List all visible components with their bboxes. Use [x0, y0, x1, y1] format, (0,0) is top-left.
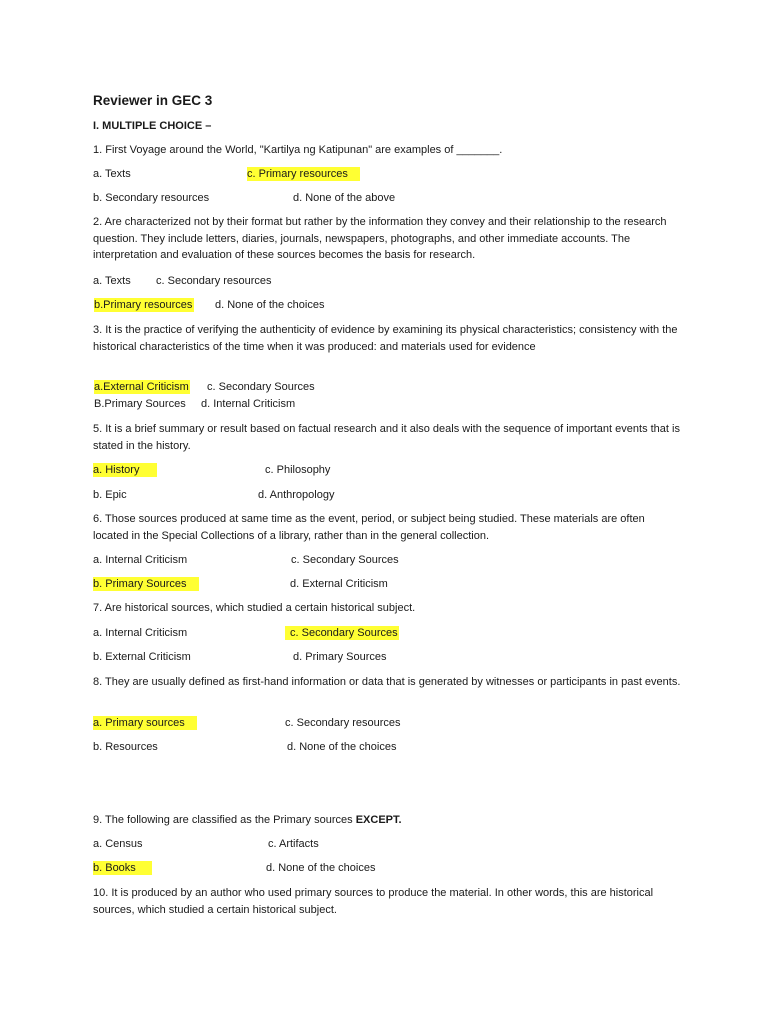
q8-choice-d: d. None of the choices [287, 741, 397, 753]
q7-choice-c-answer: c. Secondary Sources [285, 626, 399, 640]
q5-choice-b: b. Epic [93, 489, 127, 501]
q3-choice-b: B.Primary Sources [94, 398, 186, 410]
question-3-text: 3. It is the practice of verifying the authenticity of evidence by examining its physical characteristics; consistency with the historical characteristics of the time when it was produced: and materials used for evidence [93, 324, 678, 353]
q5-choice-d: d. Anthropology [258, 489, 335, 501]
question-6-text: 6. Those sources produced at same time as the event, period, or subject being studied. These materials are often located in the Special Collections of a library, rather than in the general collection. [93, 513, 645, 542]
q1-choice-d: d. None of the above [293, 192, 396, 204]
q7-choice-b: b. External Criticism [93, 651, 191, 663]
q8-choice-a-answer: a. Primary sources [93, 716, 197, 730]
q1-choice-a: a. Texts [93, 168, 131, 180]
q8-choice-b: b. Resources [93, 741, 158, 753]
q2-choice-c: c. Secondary resources [156, 275, 272, 287]
q2-choice-a: a. Texts [93, 275, 131, 287]
q3-choice-a-answer: a.External Criticism [94, 381, 189, 393]
q7-choice-a: a. Internal Criticism [93, 627, 188, 639]
q5-choice-c: c. Philosophy [265, 464, 331, 476]
q9-choice-d: d. None of the choices [266, 862, 376, 874]
q6-choice-d: d. External Criticism [290, 578, 388, 590]
q9-choice-a: a. Census [93, 838, 143, 850]
question-10-text: 10. It is produced by an author who used primary sources to produce the material. In other words, this are historical sources, which studied a certain historical subject. [93, 887, 654, 916]
question-9-emphasis: EXCEPT. [355, 814, 402, 826]
q6-choice-c: c. Secondary Sources [291, 554, 399, 566]
question-1-text: 1. First Voyage around the World, "Kartilya ng Katipunan" are examples of _______. [93, 144, 503, 156]
q5-choice-a-answer: a. History [93, 463, 157, 477]
q7-choice-d: d. Primary Sources [293, 651, 387, 663]
q8-choice-c: c. Secondary resources [285, 717, 401, 729]
q6-choice-b-answer: b. Primary Sources [93, 577, 199, 591]
q3-choice-c: c. Secondary Sources [207, 381, 315, 393]
q3-choice-d: d. Internal Criticism [201, 398, 296, 410]
question-8-text: 8. They are usually defined as first-hand information or data that is generated by witnesses or participants in past events. [93, 676, 681, 688]
document-title: Reviewer in GEC 3 [93, 93, 213, 108]
q9-choice-b-answer: b. Books [93, 861, 152, 875]
q2-choice-b-answer: b.Primary resources [94, 299, 193, 311]
q1-choice-c-answer: c. Primary resources [247, 167, 360, 181]
q6-choice-a: a. Internal Criticism [93, 554, 188, 566]
section-heading: I. MULTIPLE CHOICE – [93, 120, 212, 132]
question-5-text: 5. It is a brief summary or result based on factual research and it also deals with the sequence of important events that is stated in the history. [93, 423, 680, 452]
question-9-text [93, 813, 402, 827]
question-2-text: 2. Are characterized not by their format but rather by the information they convey and their relationship to the research question. They include letters, diaries, journals, newspapers, photographs, and other immediate accounts. The interpretation and evaluation of these sources becomes the basis for research. [93, 216, 667, 261]
q2-choice-d: d. None of the choices [215, 299, 325, 311]
question-9-body: 9. The following are classified as the Primary sources [93, 814, 356, 826]
q9-choice-c: c. Artifacts [268, 838, 319, 850]
q1-choice-b: b. Secondary resources [93, 192, 210, 204]
question-7-text: 7. Are historical sources, which studied a certain historical subject. [93, 602, 416, 614]
